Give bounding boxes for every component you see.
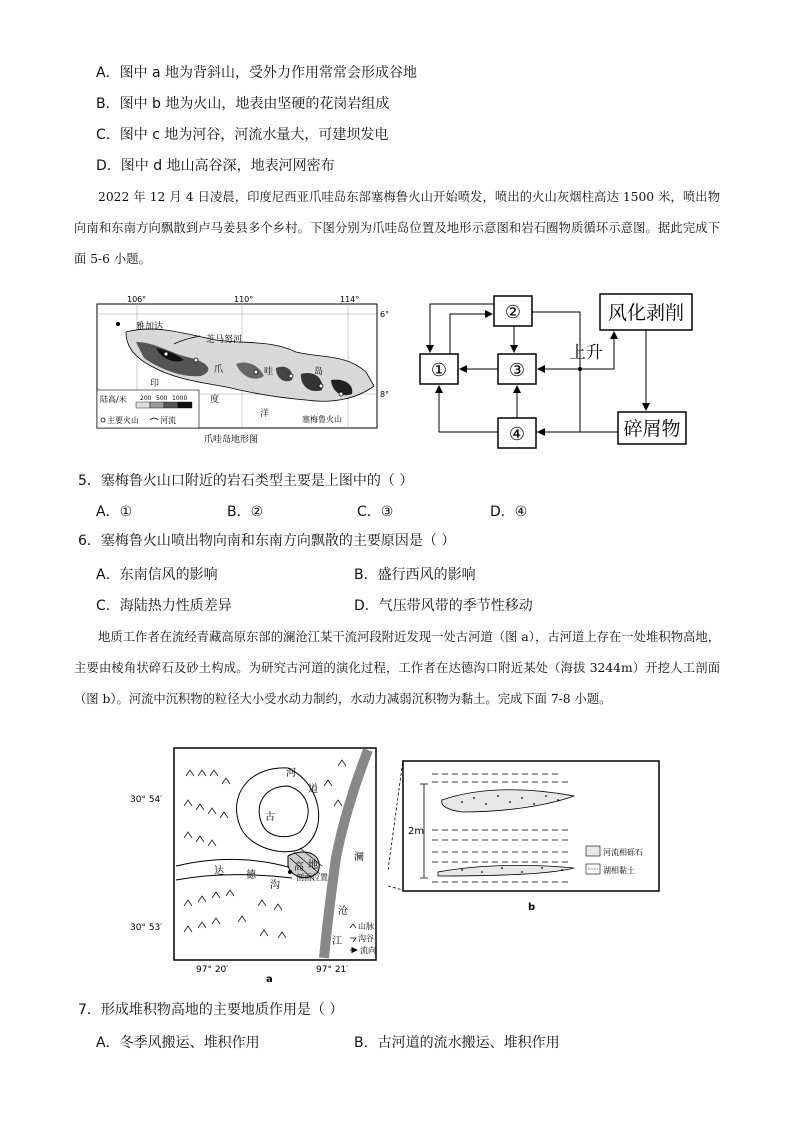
q5-option-d: D．④ [490,504,528,520]
legend-volcano: 主要火山 [107,416,139,425]
label-gu: 古 [265,812,275,823]
passage-7-8 [74,622,720,715]
q4-option-d: D．图中 d 地山高谷深，地表河网密布 [96,158,335,174]
legend-title: 陆高/米 [100,395,127,404]
lon-114: 114° [340,295,360,304]
label-da: 达 [214,866,224,877]
label-weathering: 风化剥削 [607,302,685,324]
label-cang: 沧 [338,906,348,917]
label-du: 度 [210,395,220,405]
q6-option-c: C．海陆热力性质差异 [96,598,232,614]
legend-gully: 沟谷 [358,934,374,943]
label-de: 德 [246,870,256,881]
q5-option-a: A．① [96,504,133,520]
label-dao-channel: 道 [308,784,318,795]
q5-stem: 5．塞梅鲁火山口附近的岩石类型主要是上图中的（ ） [78,473,414,489]
label-wa: 哇 [264,367,274,377]
q7-stem: 7．形成堆积物高地的主要地质作用是（ ） [78,1002,344,1018]
lat-8: 8° [380,390,390,399]
label-semeru: 塞梅鲁火山 [302,415,342,424]
lat-30-53: 30° 53′ [130,923,163,933]
label-profile-site: 剖面位置 [296,873,328,882]
passage-5-6-text: 2022 年 12 月 4 日凌晨，印度尼西亚爪哇岛东部塞梅鲁火山开始喷发，喷出的火山灰烟柱高达 1500 米，喷出物向南和东南方向飘散到卢马姜县多个乡村。下图分别为爪哇岛位置及地形示意图和岩石圈物质循环示意图。据此完成下面 5-6 小题。 [74,190,720,266]
label-jakarta: 雅加达 [136,322,164,332]
q5-option-b: B．② [227,504,264,520]
label-di: 地 [308,860,318,871]
label-dao: 岛 [314,367,324,377]
label-gou: 沟 [270,880,280,891]
q4-option-b: B．图中 b 地为火山，地表由坚硬的花岗岩组成 [96,96,390,112]
lon-110: 110° [234,295,254,304]
label-debris: 碎屑物 [623,418,681,440]
legend-500: 500 [156,395,168,402]
q6-option-d: D．气压带风带的季节性移动 [354,598,533,614]
profile-height: 2m [408,826,425,837]
profile-section [402,760,662,920]
label-yin: 印 [150,379,160,389]
rock-cycle-diagram [414,290,704,454]
label-rock-1: ① [430,360,448,381]
q6-option-b: B．盛行西风的影响 [354,567,476,583]
legend-lake-clay: 湖相黏土 [603,866,635,875]
profile-caption: b [528,902,536,913]
label-rock-4: ④ [508,424,526,445]
legend-river: 河流 [160,416,176,425]
label-cimanuk-river: 芝马努河 [206,335,243,345]
java-topography-map [96,294,396,458]
q7-option-a: A．冬季风搬运、堆积作用 [96,1035,260,1051]
q7-option-b: B．古河道的流水搬运、堆积作用 [354,1035,560,1051]
label-uplift: 上升 [569,343,603,363]
lat-30-54: 30° 54′ [130,795,163,805]
label-yang: 洋 [260,409,270,419]
label-rock-2: ② [504,302,522,323]
label-rock-3: ③ [508,360,526,381]
q5-option-c: C．③ [357,504,394,520]
label-he: 河 [286,768,296,779]
ancient-river-map [128,746,388,990]
map2-caption: a [266,974,273,985]
label-lan: 澜 [354,852,364,863]
label-jiang: 江 [332,936,342,947]
q4-option-a: A．图中 a 地为背斜山，受外力作用常常会形成谷地 [96,65,418,81]
legend-river-gravel: 河流相砾石 [603,848,643,857]
lon-106: 106° [127,295,147,304]
passage-7-8-text: 地质工作者在流经青藏高原东部的澜沧江某干流河段附近发现一处古河道（图 a），古河道上存在一处堆积物高地，主要由棱角状碎石及砂土构成。为研究古河道的演化过程，工作者在达德沟口附近某处（海拔 3244m）开挖人工剖面（图 b）。河流中沉积物的粒径大小受水动力制约，水动力减弱沉积物为黏土。完成下面 7-8 小题。 [74,630,720,706]
q4-option-c: C．图中 c 地为河谷，河流水量大，可建坝发电 [96,127,389,143]
lon-97-21: 97° 21′ [316,965,349,975]
label-zhua: 爪 [214,365,224,375]
legend-1000: 1000 [172,395,188,402]
q6-option-a: A．东南信风的影响 [96,567,218,583]
legend-200: 200 [140,395,152,402]
map1-caption: 爪哇岛地形图 [204,435,259,445]
passage-5-6 [74,182,720,275]
legend-flow: 流向 [360,946,376,955]
lon-97-20: 97° 20′ [196,965,229,975]
label-gao: 高 [294,862,304,873]
lat-6: 6° [380,310,390,319]
legend-mountain: 山脉 [358,922,374,931]
q6-stem: 6．塞梅鲁火山喷出物向南和东南方向飘散的主要原因是（ ） [78,533,456,549]
